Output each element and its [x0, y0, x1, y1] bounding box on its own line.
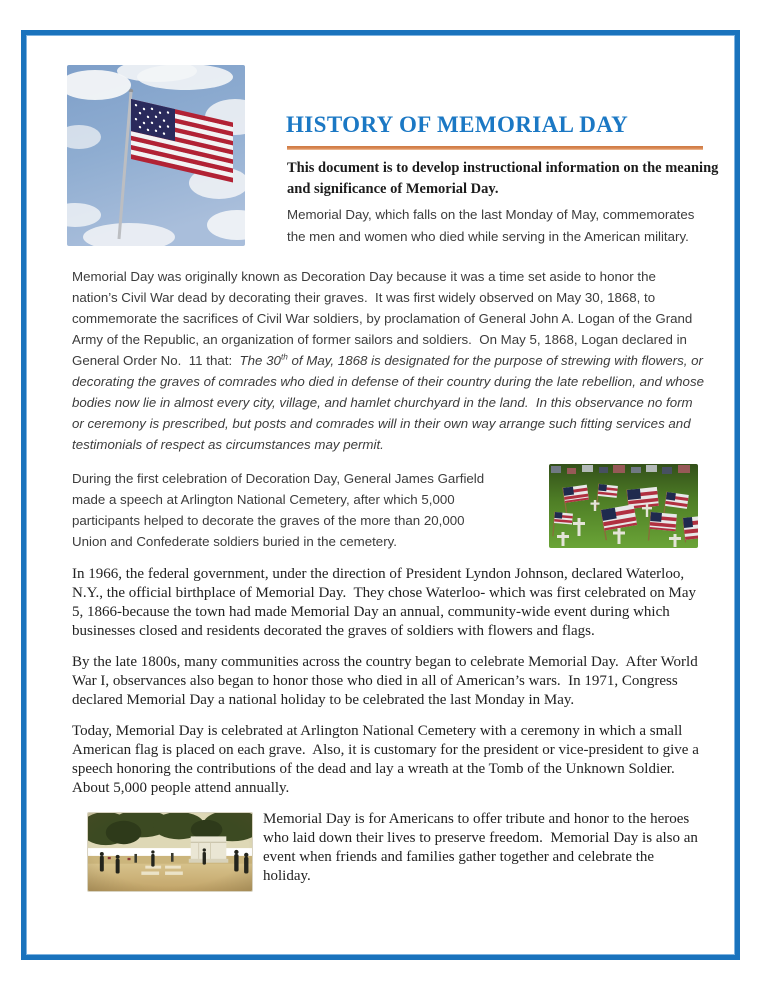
tomb-ceremony-photo [87, 812, 253, 892]
paragraph-tribute: Memorial Day is for Americans to offer tribute and honor to the heroes who laid down their lives to preserve freedom. Memorial Day is also an event when friends and families gather together and celebrate the holiday. [263, 811, 702, 884]
graves-flags-photo [549, 464, 698, 548]
tribute-paragraph-row [72, 810, 705, 892]
intro-bold-text: This document is to develop instructional information on the meaning and significance of Memorial Day. [287, 160, 723, 197]
flag-photo [67, 65, 245, 246]
ordinal-superscript: th [280, 352, 288, 362]
document-body [72, 266, 708, 892]
garfield-paragraph-row [72, 468, 705, 552]
paragraph-late-1800s: By the late 1800s, many communities across the country began to celebrate Memorial Day. After World War I, observances also began to honor those who died in all of American’s wars. In 1971, Congress declared Memorial Day a national holiday to be celebrated the last Monday in May. [72, 654, 702, 708]
general-order-quote: The 30 [239, 353, 281, 368]
page-title: HISTORY OF MEMORIAL DAY [286, 112, 629, 137]
paragraph-text: Memorial Day was originally known as Decoration Day because it was a time set aside to honor the nation’s Civil War dead by decorating their graves. It was first widely observed on May 30, 1868, to commemorate the sacrifices of Civil War soldiers, by proclamation of General John A. Logan of the Grand Army of the Republic, an organization of former sailors and soldiers. On May 5, 1868, Logan declared in General Order No. 11 that: [72, 269, 696, 368]
paragraph-garfield: During the first celebration of Decoration Day, General James Garfield made a speech at Arlington National Cemetery, after which 5,000 participants helped to decorate the graves of the more than 20,000 Union and Confederate soldiers buried in the cemetery. [72, 471, 488, 549]
paragraph-decoration-day [72, 266, 708, 455]
paragraph-waterloo: In 1966, the federal government, under the direction of President Lyndon Johnson, declared Waterloo, N.Y., the official birthplace of Memorial Day. They chose Waterloo- which was first celebrated on May 5, 1866-because the town had made Memorial Day an annual, community-wide event during which businesses closed and residents decorated the graves of soldiers with flowers and flags. [72, 566, 700, 639]
paragraph-today: Today, Memorial Day is celebrated at Arlington National Cemetery with a ceremony in which a small American flag is placed on each grave. Also, it is customary for the president or vice-president to give a speech honoring the contributions of the dead and lay a wreath at the Tomb of the Unknown Soldier. About 5,000 people attend annually. [72, 723, 703, 796]
title-underline-rule [287, 146, 703, 150]
general-order-quote-rest: of May, 1868 is designated for the purpose of strewing with flowers, or decorating the graves of comrades who died in defense of their country during the late rebellion, and whose bodies now lie in almost every city, village, and hamlet churchyard in the land. In this observance no form or ceremony is prescribed, but posts and comrades will in their own way arrange such fitting services and testimonials of respect as circumstances may permit. [72, 353, 708, 452]
intro-text: Memorial Day, which falls on the last Monday of May, commemorates the men and women who died while serving in the American military. [287, 207, 699, 244]
